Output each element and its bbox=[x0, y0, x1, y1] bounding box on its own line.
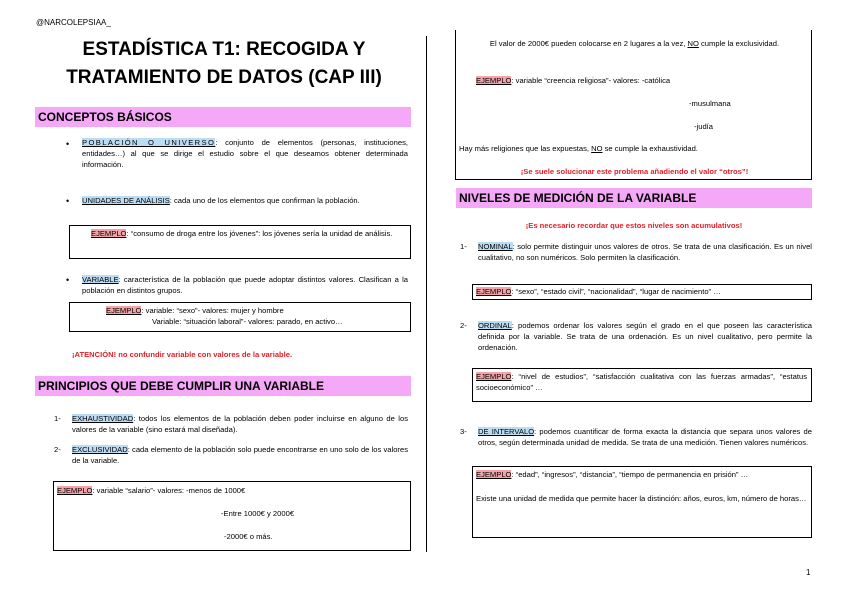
principio-exhaustividad-text: : todos los elementos de la población deben poder incluirse en alguno de los valores de la variable (sino estará mal diseñada). bbox=[72, 414, 408, 434]
exclusividad-note bbox=[456, 38, 813, 49]
author-handle: @NARCOLEPSIAA_ bbox=[36, 18, 111, 27]
principio-exclusividad-text: : cada elemento de la población solo puede encontrarse en uno solo de los valores de la variable. bbox=[72, 445, 408, 465]
nivel-intervalo-text: : podemos cuantificar de forma exacta la distancia que separa unos valores de otros, según determinada unidad de medida. Se trata de una medición. Tienen valores numéricos. bbox=[478, 427, 813, 447]
principio-exclusividad bbox=[72, 444, 408, 466]
example-variable-line1: : variable: “sexo”- valores: mujer y hombre bbox=[141, 306, 284, 315]
term-poblacion: POBLACIÓN O UNIVERSO bbox=[82, 138, 216, 147]
example-box-nominal bbox=[472, 284, 812, 300]
term-nominal: NOMINAL bbox=[478, 242, 513, 251]
definition-unidades bbox=[82, 195, 408, 206]
page-number: 1 bbox=[806, 568, 811, 577]
example-label: EJEMPLO bbox=[476, 76, 512, 85]
nivel-intervalo bbox=[478, 426, 812, 448]
nivel-ordinal bbox=[478, 320, 812, 353]
example-box-unidades bbox=[69, 225, 411, 259]
solution-note: ¡Se suele solucionar este problema añadiendo el valor “otros”! bbox=[520, 167, 749, 176]
exclusividad-note-b: cumple la exclusividad. bbox=[698, 39, 780, 48]
nivel-ordinal-text: : podemos ordenar los valores según el grado en el que poseen las característica definida por la variable. Se trata de una ordenación. Es un nivel cualitativo, pero permite la ordenación. bbox=[478, 321, 812, 352]
section-heading-niveles: NIVELES DE MEDICIÓN DE LA VARIABLE bbox=[456, 188, 812, 208]
bullet-icon: • bbox=[66, 196, 70, 206]
example-religion-line2: -musulmana bbox=[689, 99, 731, 108]
warning-text: ¡ATENCIÓN! no confundir variable con valores de la variable. bbox=[72, 350, 293, 359]
example-label: EJEMPLO bbox=[476, 287, 512, 296]
example-label: EJEMPLO bbox=[57, 486, 93, 495]
example-label: EJEMPLO bbox=[106, 306, 142, 315]
example-box-variable bbox=[69, 302, 411, 332]
example-box-salario bbox=[53, 481, 411, 551]
example-box-continuation bbox=[455, 30, 812, 180]
example-unidades-text: : “consumo de droga entre los jóvenes”: los jóvenes sería la unidad de análisis. bbox=[126, 229, 393, 238]
example-nominal-text: : “sexo”, “estado civil”, “nacionalidad”, “lugar de nacimiento” … bbox=[511, 287, 721, 296]
principio-number-2: 2- bbox=[54, 445, 61, 454]
example-label: EJEMPLO bbox=[476, 470, 512, 479]
example-salario-line3: -2000€ o más. bbox=[224, 532, 273, 541]
principio-number-1: 1- bbox=[54, 414, 61, 423]
example-box-intervalo bbox=[472, 466, 812, 538]
term-unidades: UNIDADES DE ANÁLISIS bbox=[82, 196, 170, 205]
term-ordinal: ORDINAL bbox=[478, 321, 512, 330]
term-exhaustividad: EXHAUSTIVIDAD bbox=[72, 414, 134, 423]
definition-poblacion-text: : conjunto de elementos (personas, instituciones, entidades…) al que se dirige el estudio sobre el que deseamos obtener determinada información. bbox=[82, 138, 408, 169]
term-intervalo: DE INTERVALO bbox=[478, 427, 535, 436]
example-salario-line2: -Entre 1000€ y 2000€ bbox=[221, 509, 295, 518]
example-religion-line1: : variable “creencia religiosa”- valores: -católica bbox=[511, 76, 671, 85]
example-religion-line1-wrap bbox=[476, 75, 670, 86]
principio-exhaustividad bbox=[72, 413, 408, 435]
example-box-ordinal bbox=[472, 368, 812, 402]
section-heading-conceptos: CONCEPTOS BÁSICOS bbox=[35, 107, 411, 127]
nivel-number-2: 2- bbox=[460, 321, 467, 330]
exclusividad-note-a: El valor de 2000€ pueden colocarse en 2 lugares a la vez, bbox=[489, 39, 688, 48]
definition-poblacion bbox=[82, 137, 408, 170]
example-label: EJEMPLO bbox=[91, 229, 127, 238]
definition-unidades-text: : cada uno de los elementos que confirman la población. bbox=[169, 196, 360, 205]
example-religion-line3: -judía bbox=[694, 122, 713, 131]
bullet-icon: • bbox=[66, 139, 70, 149]
section-heading-principios: PRINCIPIOS QUE DEBE CUMPLIR UNA VARIABLE bbox=[35, 376, 411, 396]
nivel-nominal-text: : solo permite distinguir unos valores de otros. Se trata de una clasificación. Es un nivel cualitativo, no son numéricos. Solo permiten la clasificación. bbox=[478, 242, 812, 262]
no-emphasis: NO bbox=[591, 144, 603, 153]
exhaustividad-note-a: Hay más religiones que las expuestas, bbox=[459, 144, 592, 153]
nivel-nominal bbox=[478, 241, 812, 263]
exhaustividad-note bbox=[459, 143, 698, 154]
intervalo-extra-note: Existe una unidad de medida que permite hacer la distinción: años, euros, km, número de horas… bbox=[476, 494, 807, 503]
no-emphasis: NO bbox=[687, 39, 699, 48]
page-title bbox=[36, 36, 412, 92]
term-variable: VARIABLE bbox=[82, 275, 119, 284]
definition-variable bbox=[82, 274, 408, 296]
exhaustividad-note-b: se cumple la exhaustividad. bbox=[602, 144, 698, 153]
example-ordinal-text: : “nivel de estudios”, “satisfacción cualitativa con las fuerzas armadas”, “estatus socioeconómico” … bbox=[476, 372, 807, 392]
term-exclusividad: EXCLUSIVIDAD bbox=[72, 445, 128, 454]
niveles-note: ¡Es necesario recordar que estos niveles son acumulativos! bbox=[525, 221, 743, 230]
title-line-2: TRATAMIENTO DE DATOS (CAP III) bbox=[66, 67, 382, 88]
nivel-number-1: 1- bbox=[460, 242, 467, 251]
bullet-icon: • bbox=[66, 275, 70, 285]
example-intervalo-text: : “edad”, “ingresos”, “distancia”, “tiempo de permanencia en prisión” … bbox=[511, 470, 749, 479]
column-divider bbox=[426, 36, 427, 552]
example-salario-line1: : variable “salario”- valores: -menos de 1000€ bbox=[92, 486, 246, 495]
example-variable-line2: Variable: “situación laboral”- valores: parado, en activo… bbox=[152, 317, 343, 326]
nivel-number-3: 3- bbox=[460, 427, 467, 436]
example-label: EJEMPLO bbox=[476, 372, 512, 381]
title-line-1: ESTADÍSTICA T1: RECOGIDA Y bbox=[82, 39, 366, 60]
definition-variable-text: : característica de la población que puede adoptar distintos valores. Clasifican a la población en distintos grupos. bbox=[82, 275, 408, 295]
